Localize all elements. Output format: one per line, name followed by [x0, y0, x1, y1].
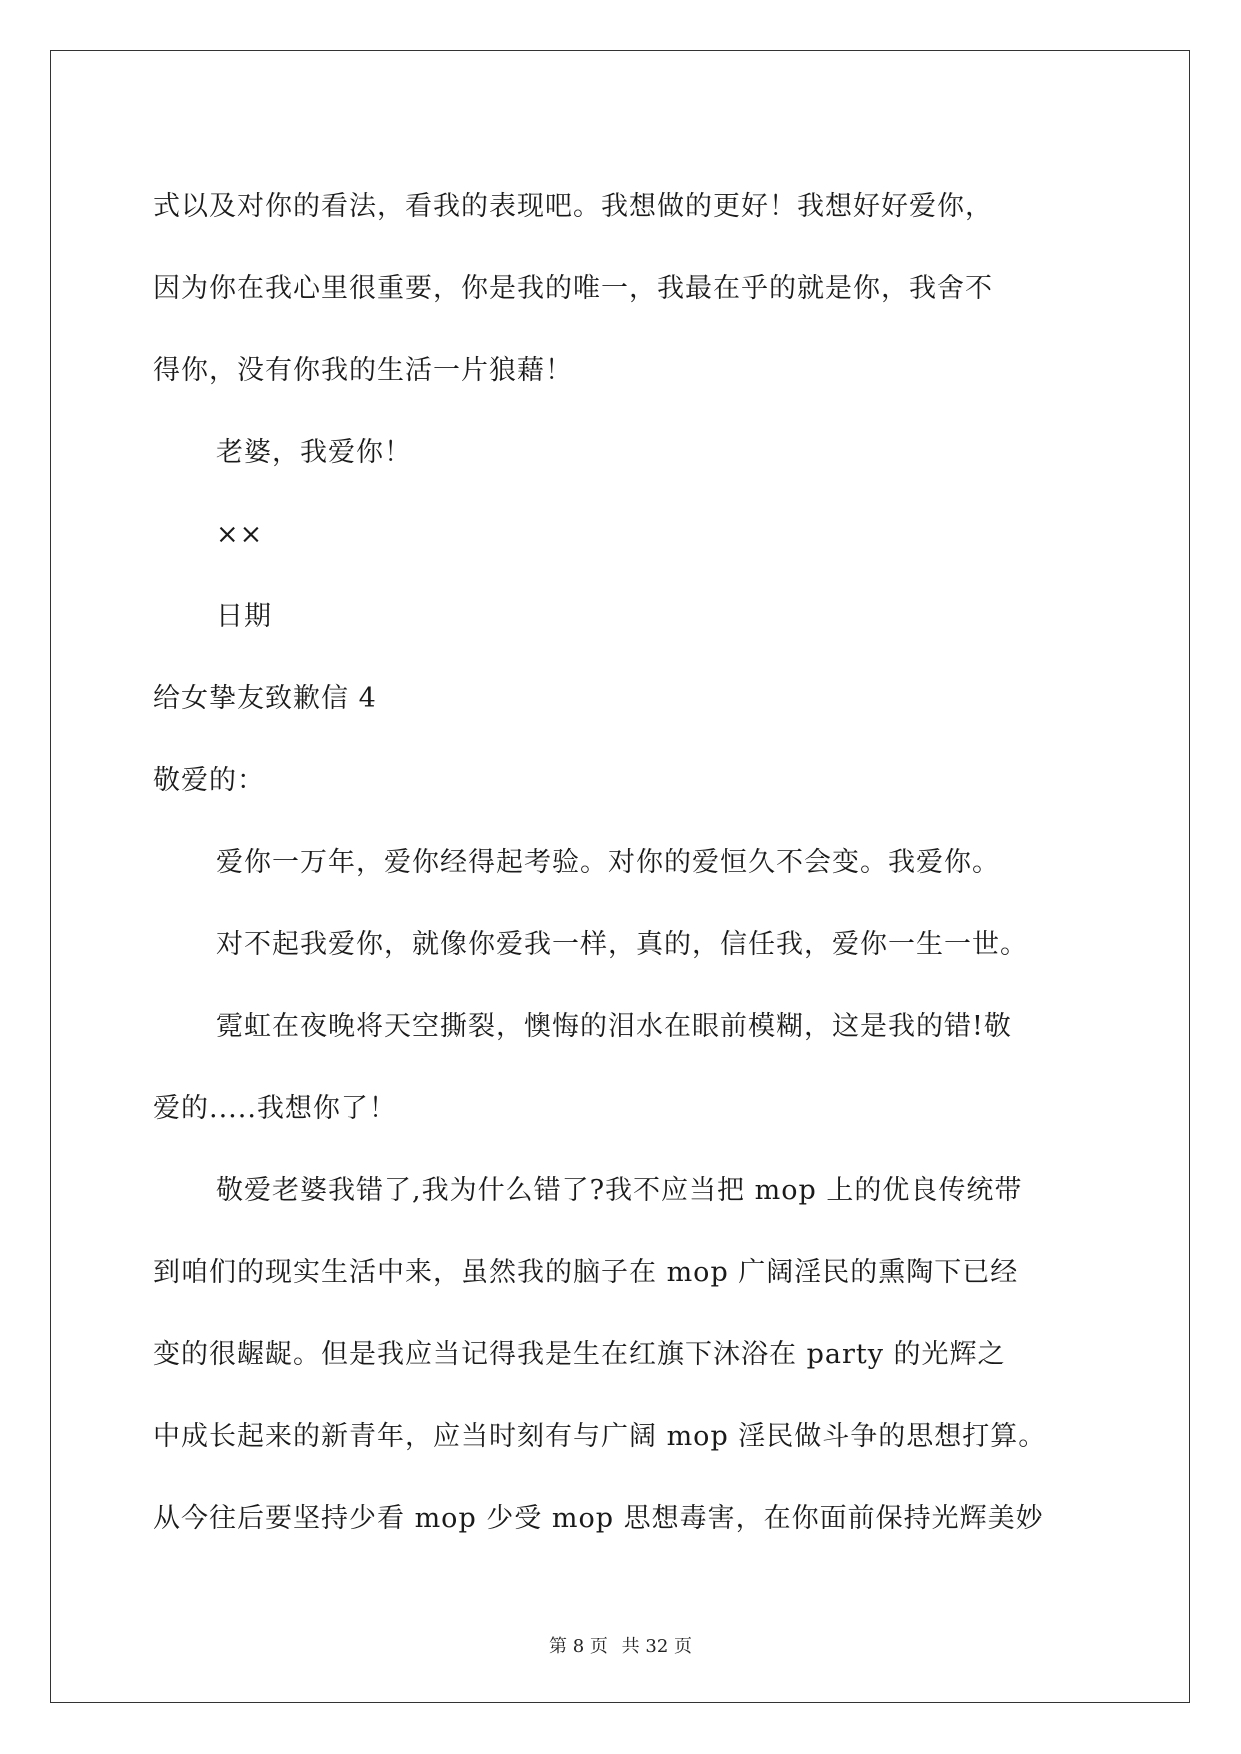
text-line: 式以及对你的看法，看我的表现吧。我想做的更好！我想好好爱你， [153, 191, 993, 222]
page-total: 共 32 页 [621, 1636, 692, 1657]
text-line: 霓虹在夜晚将天空撕裂，懊悔的泪水在眼前模糊，这是我的错!敬 [216, 1011, 1012, 1042]
text-line: 敬爱老婆我错了,我为什么错了?我不应当把 mop 上的优良传统带 [216, 1175, 1023, 1206]
signature-line: ×× [216, 519, 264, 550]
text-line: 对不起我爱你，就像你爱我一样，真的，信任我，爱你一生一世。 [216, 929, 1028, 960]
date-line: 日期 [216, 601, 272, 632]
text-line: 爱你一万年，爱你经得起考验。对你的爱恒久不会变。我爱你。 [216, 847, 1000, 878]
salutation-line: 敬爱的： [153, 765, 265, 796]
text-line: 因为你在我心里很重要，你是我的唯一，我最在乎的就是你，我舍不 [153, 273, 993, 304]
text-line: 得你，没有你我的生活一片狼藉！ [153, 355, 573, 386]
document-body [153, 166, 1113, 1560]
page-number: 第 8 页 [549, 1636, 608, 1657]
text-line: 老婆，我爱你！ [216, 437, 412, 468]
text-line: 变的很龌龊。但是我应当记得我是生在红旗下沐浴在 party 的光辉之 [153, 1339, 1006, 1370]
section-heading: 给女挚友致歉信 4 [153, 683, 377, 714]
text-line: 到咱们的现实生活中来，虽然我的脑子在 mop 广阔淫民的熏陶下已经 [153, 1257, 1019, 1288]
text-line: 从今往后要坚持少看 mop 少受 mop 思想毒害，在你面前保持光辉美妙 [153, 1503, 1044, 1534]
text-line: 爱的.....我想你了！ [153, 1093, 397, 1124]
text-line: 中成长起来的新青年，应当时刻有与广阔 mop 淫民做斗争的思想打算。 [153, 1421, 1047, 1452]
page-footer [0, 1632, 1241, 1658]
